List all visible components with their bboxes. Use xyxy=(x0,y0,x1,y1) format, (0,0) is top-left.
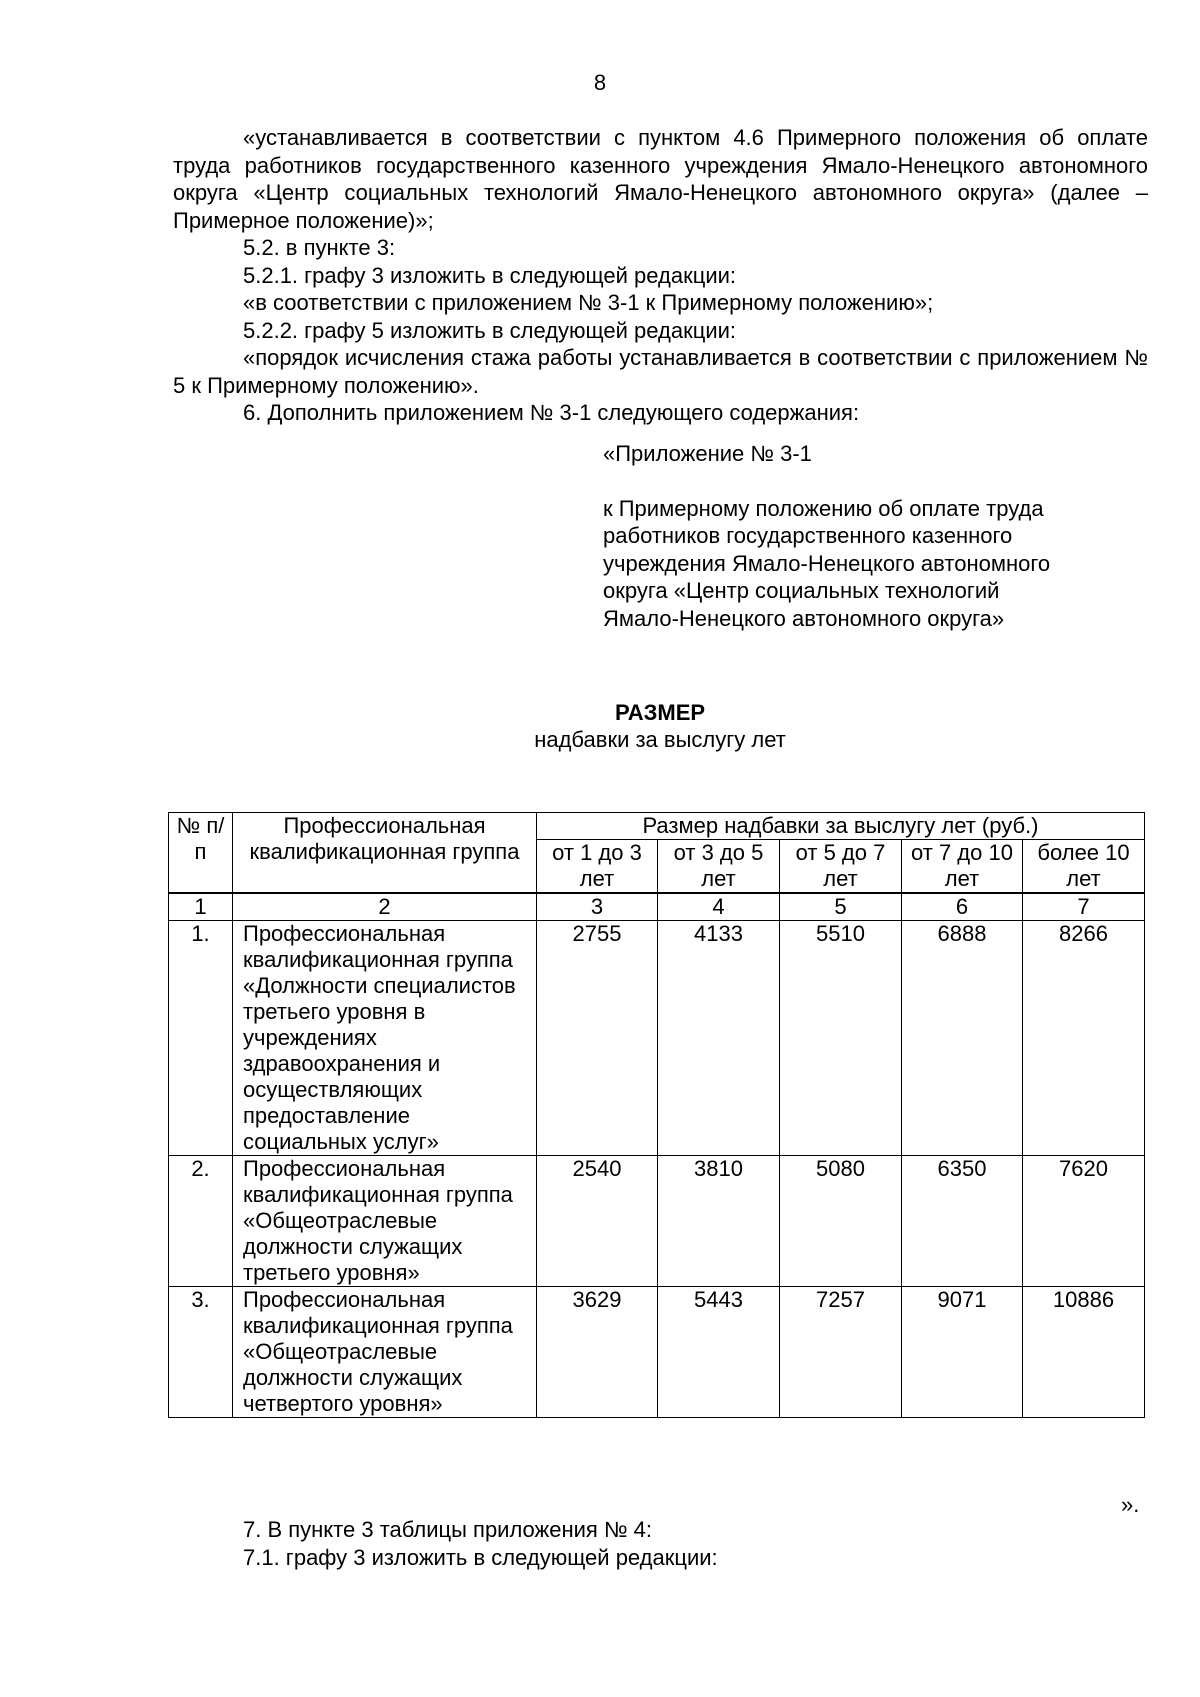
row-num: 1. xyxy=(169,921,233,1156)
row-value: 6350 xyxy=(902,1156,1023,1287)
section-title: РАЗМЕР xyxy=(614,700,706,725)
appendix-line: учреждения Ямало-Ненецкого автономного xyxy=(603,550,1051,576)
col-number: 6 xyxy=(902,893,1023,921)
row-value: 5443 xyxy=(658,1287,780,1418)
appendix-title: «Приложение № 3-1 xyxy=(603,441,812,466)
header-col: от 1 до 3 лет xyxy=(537,840,658,894)
appendix-line: к Примерному положению об оплате труда xyxy=(603,495,1044,521)
closing-mark: ». xyxy=(1121,1492,1140,1517)
header-size: Размер надбавки за выслугу лет (руб.) xyxy=(537,813,1145,840)
row-value: 7257 xyxy=(780,1287,902,1418)
tail-text xyxy=(243,1516,718,1571)
row-value: 7620 xyxy=(1023,1156,1145,1287)
col-number: 7 xyxy=(1023,893,1145,921)
page-number: 8 xyxy=(593,70,607,95)
table-row xyxy=(169,1287,1145,1418)
appendix-line: Ямало-Ненецкого автономного округа» xyxy=(603,605,1005,631)
appendix-line: работников государственного казенного xyxy=(603,523,1013,548)
row-group: Профессиональная квалификационная группа «Общеотраслевые должности служащих четвертого уровня» xyxy=(233,1287,537,1418)
paragraph: 5.2.2. графу 5 изложить в следующей редакции: xyxy=(243,317,737,343)
paragraph: 5.2.1. графу 3 изложить в следующей редакции: xyxy=(243,262,737,288)
header-col: от 7 до 10 лет xyxy=(902,840,1023,894)
row-value: 10886 xyxy=(1023,1287,1145,1418)
paragraph: «в соответствии с приложением № 3-1 к Примерному положению»; xyxy=(243,290,934,315)
header-col: от 3 до 5 лет xyxy=(658,840,780,894)
row-value: 2540 xyxy=(537,1156,658,1287)
paragraph: «устанавливается в соответствии с пунктом 4.6 Примерного положения об оплате труда работников государственного казенного учреждения Ямало-Ненецкого автономного округа «Центр социальных технологий Ямало-Ненецкого автономного округа» (далее – Примерное положение)»; xyxy=(173,125,1148,233)
body-text xyxy=(173,124,1148,427)
section-subtitle: надбавки за выслугу лет xyxy=(534,727,786,752)
row-group: Профессиональная квалификационная группа «Должности специалистов третьего уровня в учреждениях здравоохранения и осуществляющих предоставление социальных услуг» xyxy=(233,921,537,1156)
appendix-header xyxy=(603,440,1143,632)
table-row xyxy=(169,921,1145,1156)
header-col: от 5 до 7 лет xyxy=(780,840,902,894)
row-num: 2. xyxy=(169,1156,233,1287)
table-row xyxy=(169,1156,1145,1287)
col-number: 5 xyxy=(780,893,902,921)
row-value: 9071 xyxy=(902,1287,1023,1418)
row-value: 3629 xyxy=(537,1287,658,1418)
col-number: 4 xyxy=(658,893,780,921)
header-col: более 10 лет xyxy=(1023,840,1145,894)
row-value: 5080 xyxy=(780,1156,902,1287)
paragraph: 7. В пункте 3 таблицы приложения № 4: xyxy=(243,1517,653,1542)
row-value: 5510 xyxy=(780,921,902,1156)
paragraph: «порядок исчисления стажа работы устанавливается в соответствии с приложением № 5 к Примерному положению». xyxy=(173,345,1148,398)
row-value: 6888 xyxy=(902,921,1023,1156)
row-value: 3810 xyxy=(658,1156,780,1287)
col-number: 3 xyxy=(537,893,658,921)
appendix-line: округа «Центр социальных технологий xyxy=(603,578,1000,603)
row-value: 2755 xyxy=(537,921,658,1156)
column-number-row xyxy=(169,893,1145,921)
row-num: 3. xyxy=(169,1287,233,1418)
paragraph: 7.1. графу 3 изложить в следующей редакции: xyxy=(243,1544,718,1570)
row-value: 4133 xyxy=(658,921,780,1156)
col-number: 2 xyxy=(233,893,537,921)
allowance-table xyxy=(168,812,1145,1418)
table-header-row xyxy=(169,813,1145,840)
paragraph: 5.2. в пункте 3: xyxy=(243,235,396,260)
header-num: № п/п xyxy=(169,813,233,894)
paragraph: 6. Дополнить приложением № 3-1 следующего содержания: xyxy=(243,400,860,425)
header-group: Профессиональная квалификационная группа xyxy=(233,813,537,894)
row-value: 8266 xyxy=(1023,921,1145,1156)
col-number: 1 xyxy=(169,893,233,921)
row-group: Профессиональная квалификационная группа «Общеотраслевые должности служащих третьего уровня» xyxy=(233,1156,537,1287)
